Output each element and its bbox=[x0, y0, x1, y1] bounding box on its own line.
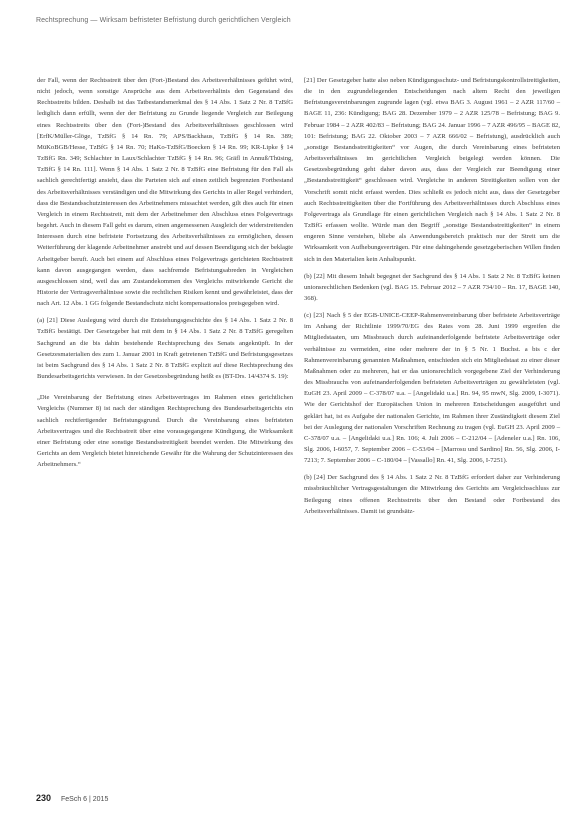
paragraph: (b) [22] Mit diesem Inhalt begegnet der Sachgrund des § 14 Abs. 1 Satz 2 Nr. 8 TzBfG keinen unionsrechtlichen Bedenken (vgl. BAG 15. Februar 2012 – 7 AZR 734/10 – Rn. 17, BAGE 140, 368). bbox=[304, 272, 560, 302]
left-column bbox=[37, 75, 293, 470]
paragraph: [21] Der Gesetzgeber hatte also neben Kündigungsschutz- und Befristungskontrollstreitigkeiten, die in den zugrundeliegenden Entscheidungen nach altem Recht den jeweiligen Befristungsvereinbarungen zugrunde lagen (vgl. etwa BAG 3. August 1961 – 2 AZR 117/60 – BAGE 11, 236: Kündigung; BAG 28. Dezember 1979 – 2 AZR 125/78 – Befristung; BAG 9. Februar 1984 – 2 AZR 402/83 – Befristung; BAG 24. Januar 1996 – 7 AZR 496/95 – BAGE 82, 101: Befristung; BAG 22. Oktober 2003 – 7 AZR 666/02 – Befristung), ausdrücklich auch „sonstige Bestandsstreitigkeiten“ vor Augen, die durch Vereinbarung eines befristeten Arbeitsverhältnisses im gerichtlichen Vergleich beigelegt werden können. Die Gesetzesbegründung geht daher davon aus, dass der Vergleich zur Beendigung einer „Bestandsstreitigkeit“ geschlossen wird. Vergleiche in anderen Streitigkeiten sollen von der Vorschrift somit nicht erfasst werden. Dies schließt es jedoch nicht aus, dass der Gesetzgeber auch Rechtsstreitigkeiten über die Fortführung des Arbeitsverhältnisses durch Abschluss eines Folgevertrags als Grundlage für einen gerichtlichen Vergleich nach § 14 Abs. 1 Satz 2 Nr. 8 TzBfG erfassen wollte. Würde man den Begriff „sonstige Bestandsstreitigkeiten“ in einem engeren Sinne verstehen, bliebe als Anwendungsbereich praktisch nur der Streit um die Wirksamkeit von Aufhebungsverträgen. Für eine dahingehende gesetzgeberischen Willen finden sich in den Materialien kein Anhaltspunkt. bbox=[304, 77, 560, 263]
running-header: Rechtsprechung — Wirksam befristeter Befristung durch gerichtlichen Vergleich bbox=[36, 17, 291, 24]
paragraph: (a) [21] Diese Auslegung wird durch die Entstehungsgeschichte des § 14 Abs. 1 Satz 2 Nr. 8 TzBfG bestätigt. Der Gesetzgeber hat mit dem in § 14 Abs. 1 Satz 2 Nr. 8 TzBfG geregelten Sachgrund an die bis dahin bestehende Rechtsprechung des Senats angeknüpft. In der Gesetzesmaterialien des zum 1. Januar 2001 in Kraft getretenen TzBfG und Befristungsgesetzes ist beim Sachgrund des § 14 Abs. 1 Satz 2 Nr. 8 TzBfG explizit auf diese Rechtsprechung des Bundesarbeitsgerichts verwiesen. In der Gesetzesbegründung heißt es (BT-Drs. 14/4374 S. 19): bbox=[37, 317, 293, 381]
block-quote: „Die Vereinbarung der Befristung eines Arbeitsvertrages im Rahmen eines gerichtlichen Vergleichs (Nummer 8) ist nach der ständigen Rechtsprechung des Bundesarbeitsgerichts ein sachlich rechtfertigender Befristungsgrund. Durch die Vereinbarung eines befristeten Arbeitsvertrages und die Rechtsstreit über eine vorausgegangene Kündigung, die Wirksamkeit einer Befristung oder eine sonstige Bestandsstreitigkeit beendet werden. Die Mitwirkung des Gerichts an dem Vergleich bietet hinreichende Gewähr für die Wahrung der Schutzinteressen des Arbeitnehmers.“ bbox=[37, 394, 293, 469]
paragraph: der Fall, wenn der Rechtsstreit über den (Fort-)Bestand des Arbeitsverhältnisses geführt wird, nicht jedoch, wenn sonstige Ansprüche aus dem Arbeitsverhältnis den Gegenstand des Rechtsstreits bilden. Deshalb ist das Tatbestandsmerkmal des § 14 Abs. 1 Satz 2 Nr. 8 TzBfG lediglich dann erfüllt, wenn der der Befristung zu Grunde liegende Vergleich zur Beilegung eines Rechtsstreits über den (Fort-)Bestand des Arbeitsverhältnisses geschlossen wird [ErfK/Müller-Glöge, TzBfG § 14 Rn. 79; APS/Backhaus, TzBfG § 14 Rn. 389; MüKoBGB/Hesse, TzBfG § 14 Rn. 70; HaKo-TzBfG/Boecken § 14 Rn. 99; KR-Lipke § 14 TzBfG Rn. 349; Schlachter in Laux/Schlachter TzBfG § 14 Rn. 96; Gräfl in Annuß/Thüsing, TzBfG § 14 Rn. 111]. Wenn § 14 Abs. 1 Satz 2 Nr. 8 TzBfG eine Befristung für den Fall als sachlich gerechtfertigt ansieht, dass die Parteien sich auf einen zeitlich begrenzten Fortbestand des Arbeitsverhältnisses verständigen und die Mitwirkung des Gerichts in aller Regel verhindert, dass die Bestandsschutzinteressen des Arbeitnehmers missachtet werden, gilt dies auch für einen Vergleich in einem Rechtsstreit, mit dem der Arbeitnehmer den Abschluss eines Folgevertrags begehrt. Auch in diesem Fall geht es darum, einen angemessenen Ausgleich der widerstreitenden Interessen durch eine befristete Fortsetzung des Arbeitsverhältnisses zu ermöglichen, dessen Weiterführung der klagende Arbeitnehmer anstrebt und auf dessen Beendigung sich der beklagte Arbeitgeber beruft. Auch bei einem auf Abschluss eines Folgevertrags gerichteten Rechtsstreit kann davon ausgegangen werden, dass sachfremde Befristungsabreden in Vergleichen ausgeschlossen sind, weil das am Zustandekommen des Vergleichs mitwirkende Gericht die Historie der Vertragsverhältnisse sowie die rechtlichen Risiken kennt und gewährleistet, dass der nach Art. 12 Abs. 1 GG folgende Bestandschutz nicht kompensationslos preisgegeben wird. bbox=[37, 77, 293, 308]
right-column bbox=[304, 75, 560, 517]
page-footer bbox=[36, 793, 108, 803]
paragraph: (b) [24] Der Sachgrund des § 14 Abs. 1 Satz 2 Nr. 8 TzBfG erfordert daher zur Verhinderung missbräuchlicher Vertragsgestaltungen die Mitwirkung des Gerichts am Vergleichsschluss zur Beilegung eines offenen Rechtsstreits über den Bestand oder Fortbestand des Arbeitsverhältnisses. Damit ist grundsätz- bbox=[304, 474, 560, 515]
page-number: 230 bbox=[36, 793, 52, 803]
paragraph: (c) [23] Nach § 5 der EGB-UNICE-CEEP-Rahmenvereinbarung über befristete Arbeitsverträge im Anhang der Richtlinie 1999/70/EG des Rates vom 28. Juni 1999 ergreifen die Mitgliedstaaten, um Missbrauch durch aufeinanderfolgende befristete Arbeitsverträge oder verhältnisse zu vermeiden, eine oder mehrere der in § 5 Nr. 1 Buchst. a bis c der Rahmenvereinbarung genannten Maßnahmen, entschieden sich ein Mitgliedstaat zu einer dieser Maßnahmen oder zu mehreren, hat er das unionsrechtlich vorgegebene Ziel der Verhinderung des Missbrauchs von aufeinanderfolgenden befristeten Arbeitsverträgen zu gewährleisten (vgl. EuGH 23. April 2009 – C-378/07 u.a. – [Angelidaki u.a.] Rn. 94, 95 mwN, Slg. 2009, I-3071). Wie der Gerichtshof der Europäischen Union in mehreren Entscheidungen ausgeführt und geklärt hat, ist es Aufgabe der nationalen Gerichte, im Rahmen ihrer Zuständigkeit diesem Ziel bei der Auslegung der nationalen Vorschriften Rechnung zu tragen (vgl. EuGH 23. April 2009 – C-378/07 u.a. – [Angelidaki u.a.] Rn. 106; 4. Juli 2006 – C-212/04 – [Adeneler u.a.] Rn. 106, Slg. 2006, I-6057, 7. September 2006 – C-53/04 – [Marrosu und Sardino] Rn. 56, Slg. 2006, I-7213; 7. September 2006 – C-180/04 – [Vassallo] Rn. 41, Slg. 2006, I-7251). bbox=[304, 312, 560, 465]
issue-label: FeSch 6 | 2015 bbox=[60, 796, 109, 803]
